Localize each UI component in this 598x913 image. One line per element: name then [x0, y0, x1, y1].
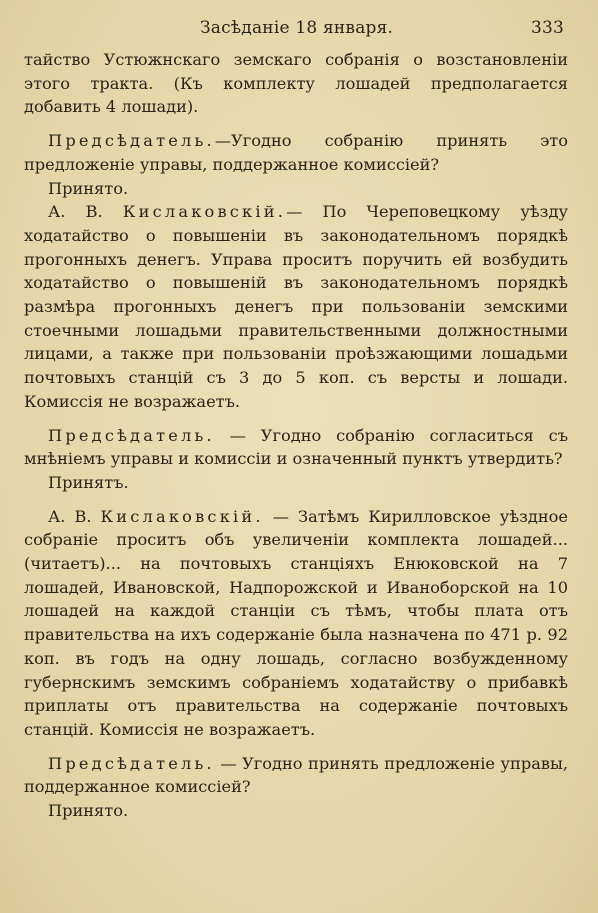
- speaker-name: Предсѣдатель.: [48, 131, 215, 151]
- speaker-name: Кислаковскій.: [122, 202, 287, 222]
- paragraph-7: [24, 505, 568, 742]
- speaker-name: Кислаковскій.: [100, 506, 264, 526]
- paragraph-8: [24, 752, 568, 799]
- paragraph-text: — По Череповецкому уѣзду ходатайство о повышеніи въ законодательномъ порядкѣ прогонныхъ денегъ. Управа проситъ поручить ей возбудить ходатайство о повышеній въ законодательномъ порядкѣ размѣра прогонныхъ денегъ при пользованіи земскими стоечными лошадьми правительственными должностными лицами, а также при пользованіи проѣзжающими лошадьми почтовыхъ станцій съ 3 до 5 коп. съ версты и лошади. Комиссія не возражаетъ.: [24, 202, 568, 411]
- running-head: [200, 18, 564, 38]
- paragraph-text: — Затѣмъ Кирилловское уѣздное собраніе проситъ объ увеличеніи комплекта лошадей... (читаетъ)... на почтовыхъ станціяхъ Енюковской на 7 лошадей, Ивановской, Надпорожской и Иваноборской на 10 лошадей на каждой станціи съ тѣмъ, чтобы плата отъ правительства на ихъ содержаніе была назначена по 471 р. 92 коп. въ годъ на одну лошадь, согласно возбужденному губернскимъ земскимъ собраніемъ ходатайству о прибавкѣ приплаты отъ правительства на содержаніе почтовыхъ станцій. Комиссія не возражаетъ.: [24, 506, 568, 739]
- paragraph-1: тайство Устюжнскаго земскаго собранія о возстановленіи этого тракта. (Къ комплекту лошадей предполагается добавить 4 лошади).: [24, 50, 568, 117]
- paragraph-text: —Угодно собранію принять это предложеніе управы, поддержанное комиссіей?: [24, 131, 568, 174]
- speaker-name: Предсѣдатель.: [48, 753, 215, 773]
- paragraph-4: [24, 200, 568, 413]
- page-header-title: Засѣданіе 18 января.: [200, 18, 394, 38]
- paragraph-3: Принято.: [48, 178, 129, 198]
- paragraph-6: Принятъ.: [48, 472, 129, 492]
- page-number: 333: [530, 18, 564, 38]
- paragraph-2: [24, 129, 568, 176]
- speaker-initials: А. В.: [48, 202, 103, 222]
- speaker-initials: А. В.: [48, 506, 92, 526]
- speaker-name: Предсѣдатель.: [48, 425, 215, 445]
- paragraph-text: — Угодно собранію согласиться съ мнѣніемъ управы и комиссіи и означенный пунктъ утвердить?: [24, 425, 568, 469]
- paragraph-5: [24, 424, 568, 471]
- body-text: [24, 48, 568, 823]
- paragraph-9: Принято.: [48, 801, 129, 821]
- paragraph-text: — Угодно принять предложеніе управы, поддержанное комиссіей?: [24, 753, 568, 797]
